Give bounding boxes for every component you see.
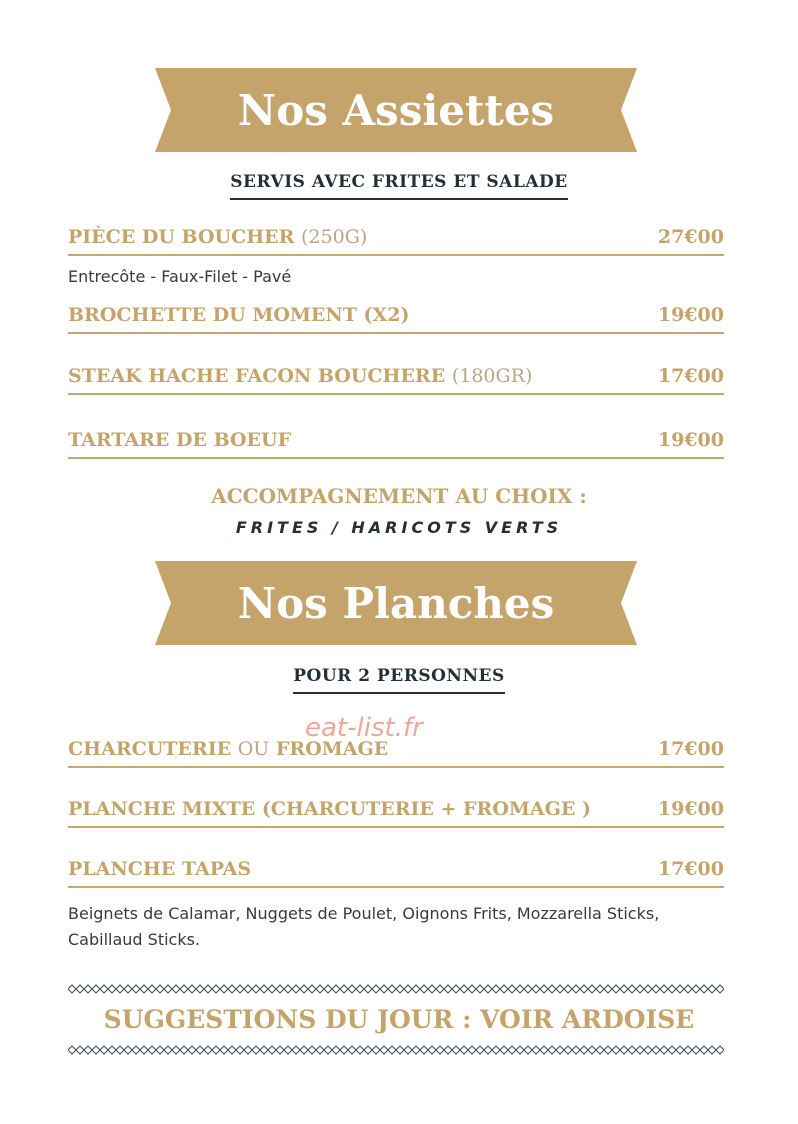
section-banner-assiettes [155, 68, 637, 152]
item-name: CHARCUTERIE OU FROMAGE [68, 738, 389, 760]
section-subtitle-text: SERVIS AVEC FRITES ET SALADE [230, 172, 567, 200]
menu-item [68, 222, 724, 256]
section-subtitle [0, 666, 798, 694]
item-price: 17€00 [657, 858, 724, 880]
section-title: Nos Assiettes [237, 85, 555, 135]
section-subtitle-text: POUR 2 PERSONNES [293, 666, 504, 694]
zigzag-divider-top [68, 983, 724, 995]
item-price: 17€00 [657, 738, 724, 760]
item-note: (180GR) [451, 365, 533, 387]
menu-item [68, 300, 724, 334]
item-connector: OU [237, 738, 270, 760]
footer-suggestion: SUGGESTIONS DU JOUR : VOIR ARDOISE [103, 1005, 695, 1034]
item-name: PIÈCE DU BOUCHER (250G) [68, 226, 368, 248]
item-price: 19€00 [657, 798, 724, 820]
item-name: PLANCHE TAPAS [68, 858, 252, 880]
item-price: 27€00 [657, 226, 724, 248]
section-subtitle [0, 172, 798, 200]
accompaniment-title: ACCOMPAGNEMENT AU CHOIX : [211, 484, 587, 508]
item-price: 19€00 [657, 304, 724, 326]
item-description: Entrecôte - Faux-Filet - Pavé [68, 267, 292, 286]
item-name: PLANCHE MIXTE (CHARCUTERIE + FROMAGE ) [68, 798, 591, 820]
menu-item [68, 854, 724, 888]
item-name: STEAK HACHE FACON BOUCHERE (180GR) [68, 365, 533, 387]
menu-item [68, 425, 724, 459]
item-name: BROCHETTE DU MOMENT (X2) [68, 304, 410, 326]
menu-item [68, 794, 724, 828]
item-name: TARTARE DE BOEUF [68, 429, 292, 451]
menu-item [68, 361, 724, 395]
item-price: 17€00 [657, 365, 724, 387]
watermark: eat-list.fr [305, 713, 423, 743]
item-price: 19€00 [657, 429, 724, 451]
item-description: Beignets de Calamar, Nuggets de Poulet, Oignons Frits, Mozzarella Sticks, Cabillaud Sticks. [68, 904, 660, 949]
section-banner-planches [155, 561, 637, 645]
section-title: Nos Planches [237, 578, 555, 628]
zigzag-divider-bottom [68, 1044, 724, 1056]
accompaniment-options: FRITES / HARICOTS VERTS [235, 518, 563, 537]
item-note: (250G) [301, 226, 368, 248]
